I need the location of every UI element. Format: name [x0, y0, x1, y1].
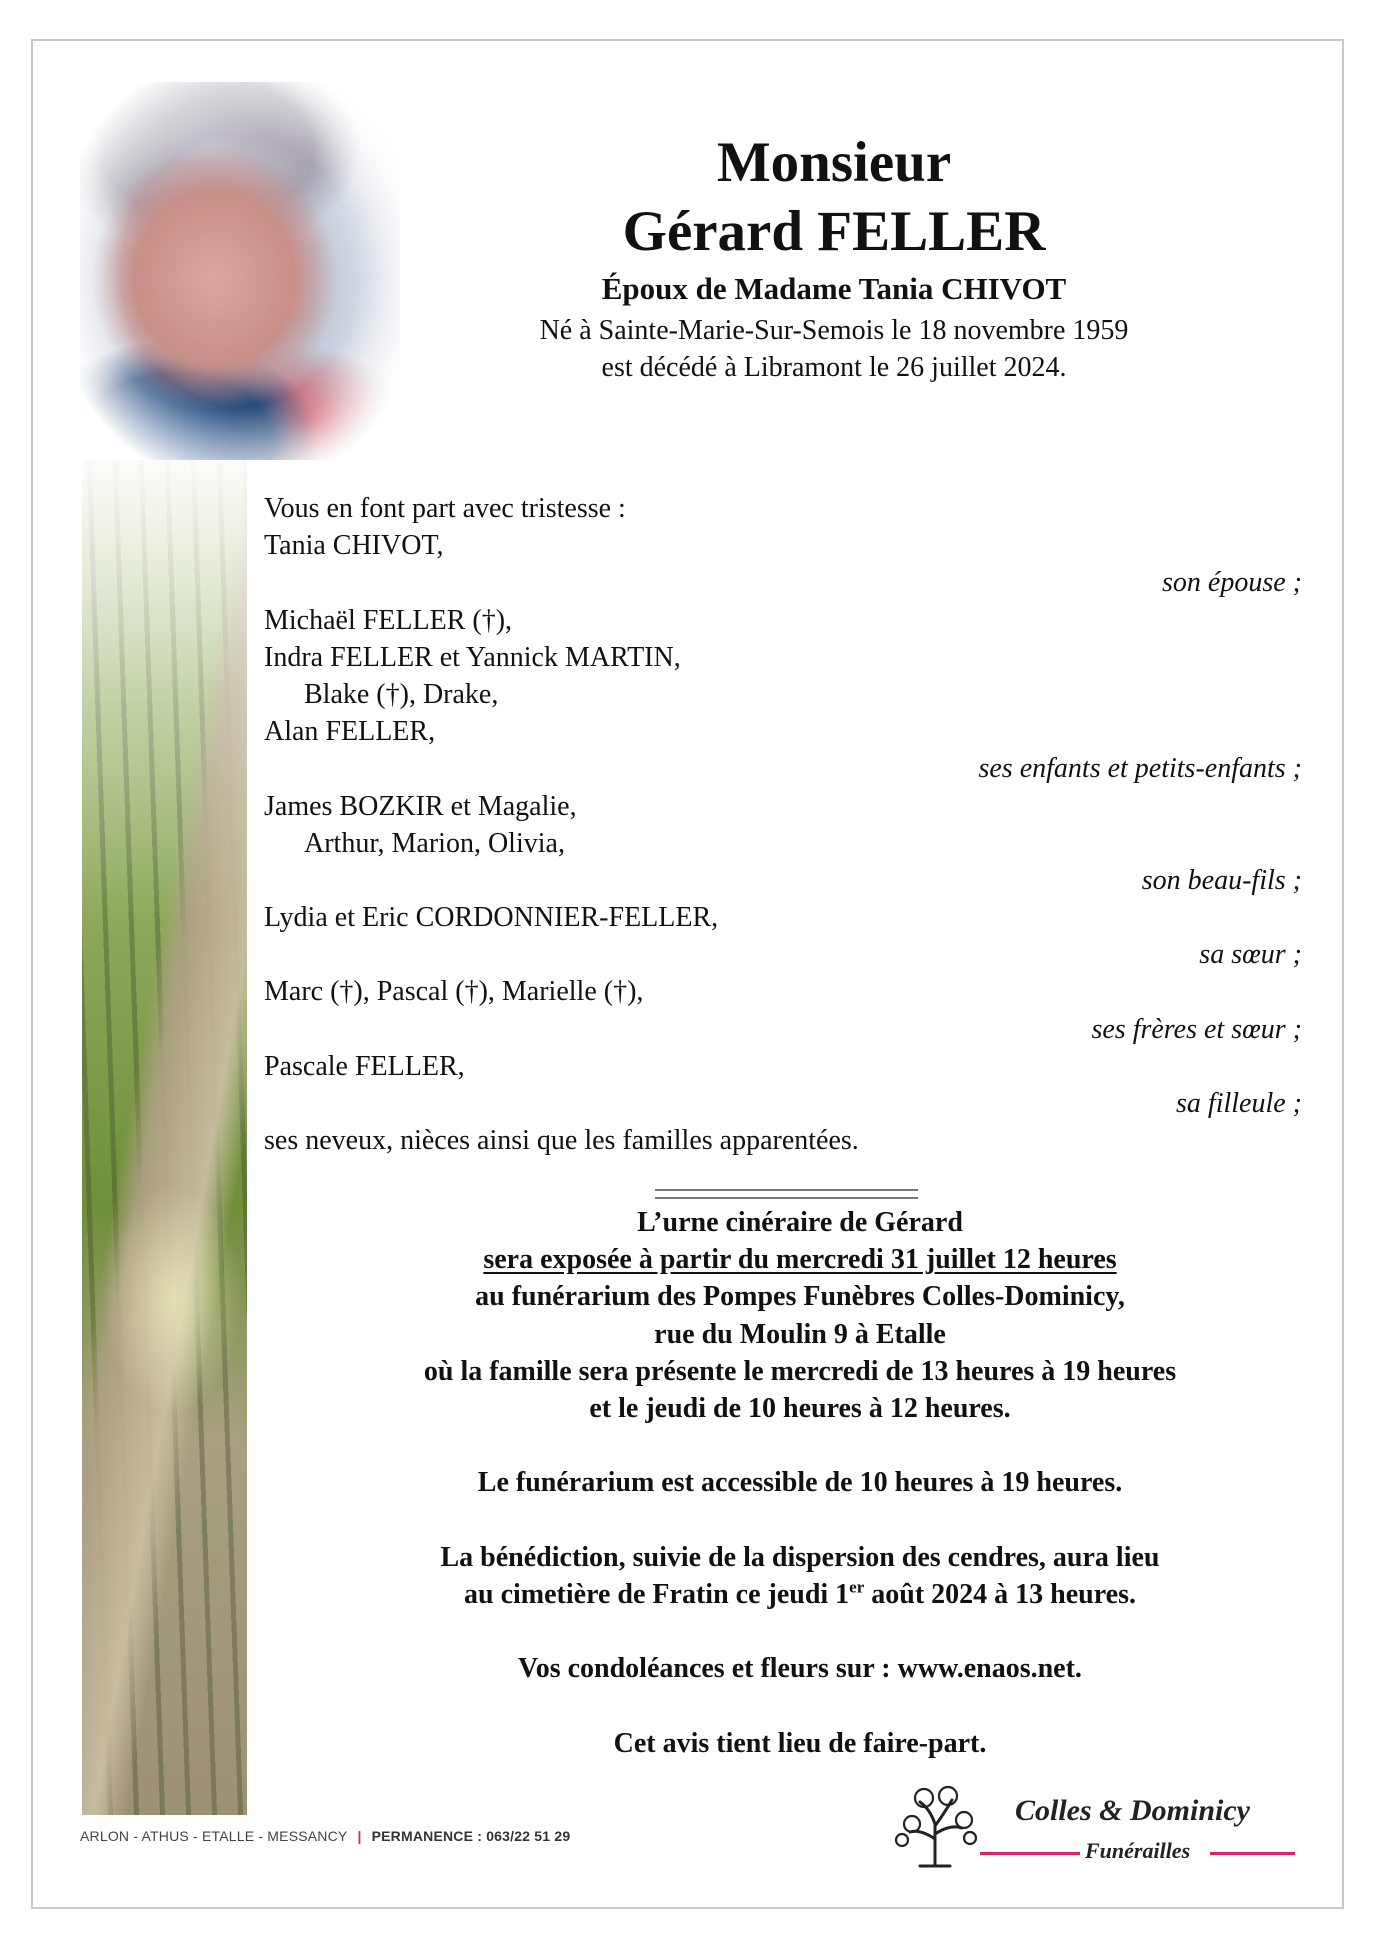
logo-name: Colles & Dominicy — [1015, 1794, 1250, 1827]
funerarium-line: au funérarium des Pompes Funèbres Colles-Dominicy, — [475, 1281, 1125, 1313]
access-line: Le funérarium est accessible de 10 heures à 19 heures. — [477, 1467, 1123, 1499]
death-line: est décédé à Libramont le 26 juillet 2024. — [601, 352, 1067, 383]
ceremony-details — [250, 1204, 1350, 1762]
footer-permanence: PERMANENCE : 063/22 51 29 — [371, 1828, 571, 1844]
family-member: James BOZKIR et Magalie, — [264, 790, 577, 822]
title-civility: Monsieur — [716, 131, 952, 194]
thursday-line: et le jeudi de 10 heures à 12 heures. — [589, 1393, 1011, 1425]
blessing-line-1: La bénédiction, suivie de la dispersion des cendres, aura lieu — [440, 1541, 1160, 1573]
logo-accent-line-left — [980, 1852, 1080, 1855]
family-role: ses enfants et petits-enfants ; — [978, 753, 1302, 785]
family-list — [264, 490, 1304, 1159]
family-member: Vous en font part avec tristesse : — [264, 493, 626, 524]
family-member: Tania CHIVOT, — [264, 530, 444, 562]
tree-logo-icon — [890, 1784, 980, 1869]
family-member: Blake (†), Drake, — [304, 678, 499, 710]
forest-path-image — [82, 460, 247, 1815]
blessing-line-2: au cimetière de Fratin ce jeudi 1er août 2024 à 13 heures. — [464, 1577, 1136, 1610]
family-member: Arthur, Marion, Olivia, — [304, 827, 565, 859]
spouse-line: Époux de Madame Tania CHIVOT — [601, 271, 1067, 306]
urn-line: L’urne cinéraire de Gérard — [637, 1207, 963, 1238]
family-role: sa filleule ; — [1176, 1088, 1302, 1119]
exposure-line: sera exposée à partir du mercredi 31 juillet 12 heures — [483, 1244, 1117, 1276]
family-member: Marc (†), Pascal (†), Marielle (†), — [264, 976, 644, 1008]
footer-separator: | — [357, 1828, 362, 1844]
family-role: sa sœur ; — [1199, 939, 1302, 971]
divider — [655, 1189, 918, 1199]
funeral-home-logo — [880, 1784, 1300, 1874]
birth-line: Né à Sainte-Marie-Sur-Semois le 18 novembre 1959 — [539, 315, 1129, 346]
family-member: Lydia et Eric CORDONNIER-FELLER, — [264, 902, 719, 934]
deceased-name: Gérard FELLER — [622, 200, 1046, 263]
footer-contact — [80, 1828, 570, 1844]
logo-accent-line-right — [1210, 1852, 1295, 1855]
family-role: ses frères et sœur ; — [1091, 1013, 1302, 1045]
footer-locations: ARLON - ATHUS - ETALLE - MESSANCY — [80, 1828, 348, 1844]
family-presence-line: où la famille sera présente le mercredi de 13 heures à 19 heures — [423, 1355, 1177, 1387]
family-member: Alan FELLER, — [264, 716, 436, 748]
family-member: Indra FELLER et Yannick MARTIN, — [264, 641, 681, 673]
logo-subtitle: Funérailles — [1085, 1838, 1191, 1863]
family-role: son épouse ; — [1162, 567, 1302, 599]
family-member: Pascale FELLER, — [264, 1050, 465, 1082]
family-role: son beau-fils ; — [1141, 864, 1302, 896]
family-member: Michaël FELLER (†), — [264, 604, 513, 636]
address-line: rue du Moulin 9 à Etalle — [654, 1318, 946, 1350]
notice-line: Cet avis tient lieu de faire-part. — [613, 1727, 987, 1759]
condolences-line: Vos condoléances et fleurs sur : www.enaos.net. — [518, 1653, 1082, 1685]
family-member: ses neveux, nièces ainsi que les familles apparentées. — [264, 1125, 859, 1157]
